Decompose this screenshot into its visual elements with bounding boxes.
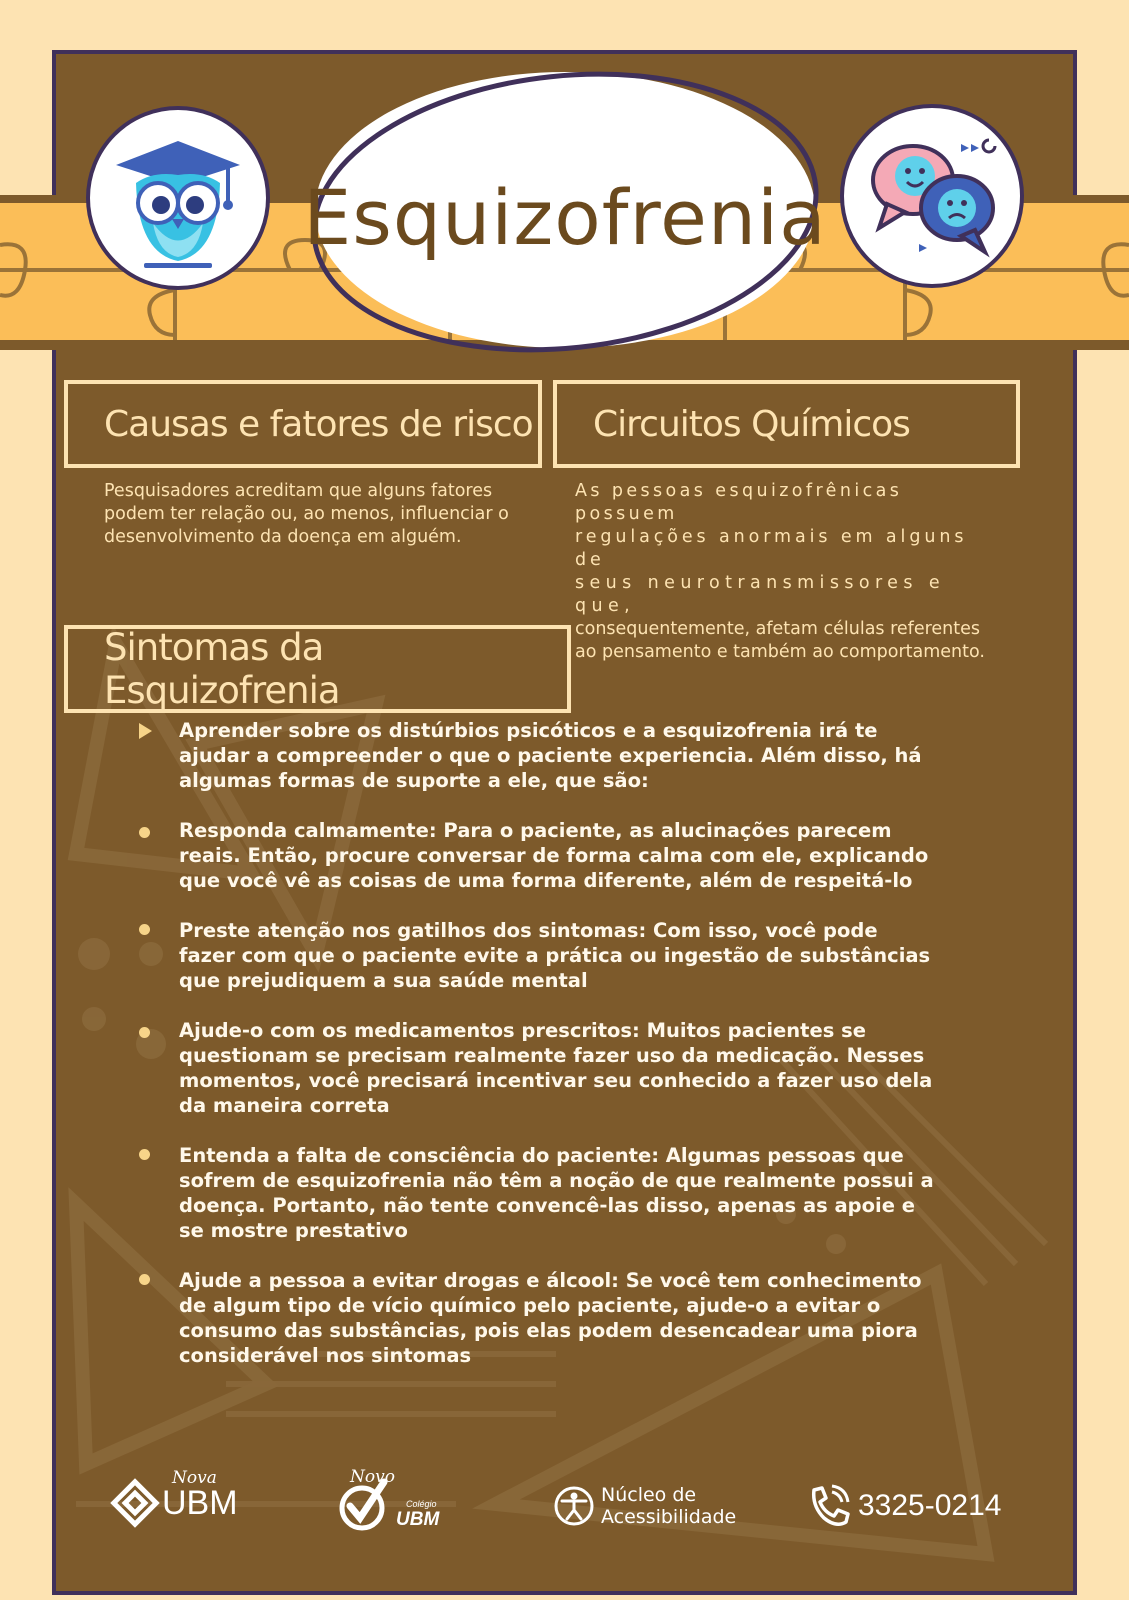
phone-icon xyxy=(806,1484,850,1528)
list-item xyxy=(135,1018,985,1118)
nucleo-line2: Acessibilidade xyxy=(601,1506,737,1528)
circuitos-line: consequentemente, afetam células referentes xyxy=(575,619,981,639)
dot-bullet-icon xyxy=(139,1274,150,1285)
list-line: doença. Portanto, não tente convencê-las disso, apenas as apoie e xyxy=(179,1194,915,1217)
colegio-label: Colégio xyxy=(406,1499,437,1509)
list-line: da maneira correta xyxy=(179,1094,390,1117)
causas-paragraph xyxy=(104,480,534,549)
ubm-diamond-logo-icon xyxy=(110,1478,160,1528)
dot-bullet-icon xyxy=(139,924,150,935)
list-line: que prejudiquem a sua saúde mental xyxy=(179,969,588,992)
circuitos-heading: Circuitos Químicos xyxy=(593,403,910,445)
phone-number: 3325-0214 xyxy=(858,1489,1002,1522)
circuitos-line: ao pensamento e também ao comportamento. xyxy=(575,642,985,662)
speech-bubbles-emotions-icon xyxy=(857,126,1007,266)
list-line: Ajude-o com os medicamentos prescritos: Muitos pacientes se xyxy=(179,1019,866,1042)
list-line: algumas formas de suporte a ele, que são: xyxy=(179,769,649,792)
nucleo-line1: Núcleo de xyxy=(601,1484,697,1506)
dot-bullet-icon xyxy=(139,1027,150,1038)
circuitos-line: seus neurotransmissores e que, xyxy=(575,573,945,616)
list-line: questionam se precisam realmente fazer uso da medicação. Nesses xyxy=(179,1044,925,1067)
list-line: Responda calmamente: Para o paciente, as alucinações parecem xyxy=(179,819,892,842)
novo-script: Novo xyxy=(350,1467,395,1487)
nova-ubm-logo xyxy=(110,1467,238,1528)
list-item xyxy=(135,1143,985,1243)
sintomas-heading: Sintomas da Esquizofrenia xyxy=(104,626,340,712)
list-item xyxy=(135,818,985,893)
nova-script: Nova xyxy=(172,1467,217,1488)
list-line: considerável nos sintomas xyxy=(179,1344,472,1367)
phone-contact xyxy=(806,1484,1001,1528)
causas-line: desenvolvimento da doença em alguém. xyxy=(104,527,462,547)
owl-badge xyxy=(86,106,270,290)
dot-bullet-icon xyxy=(139,1149,150,1160)
list-line: consumo das substâncias, pois elas podem desencadear uma piora xyxy=(179,1319,918,1342)
triangle-bullet-icon xyxy=(139,723,152,739)
graduation-owl-icon xyxy=(108,123,248,273)
colegio-ubm-logo xyxy=(338,1467,448,1532)
list-item xyxy=(135,1268,985,1368)
list-line: reais. Então, procure conversar de forma calma com ele, explicando xyxy=(179,844,929,867)
circuitos-line: As pessoas esquizofrênicas possuem xyxy=(575,481,903,524)
list-line: Aprender sobre os distúrbios psicóticos e a esquizofrenia irá te xyxy=(179,719,878,742)
list-line: Entenda a falta de consciência do paciente: Algumas pessoas que xyxy=(179,1144,904,1167)
page-title: Esquizofrenia xyxy=(303,172,827,262)
list-line: sofrem de esquizofrenia não têm a noção de que realmente possui a xyxy=(179,1169,934,1192)
causas-heading-box xyxy=(64,380,542,468)
list-line: Ajude a pessoa a evitar drogas e álcool: Se você tem conhecimento xyxy=(179,1269,922,1292)
symptoms-list xyxy=(135,718,985,1393)
causas-line: podem ter relação ou, ao menos, influenciar o xyxy=(104,504,509,524)
circuitos-line: regulações anormais em alguns de xyxy=(575,527,968,570)
circuitos-paragraph xyxy=(575,480,998,664)
list-line: de algum tipo de vício químico pelo paciente, ajude-o a evitar o xyxy=(179,1294,881,1317)
list-line: ajudar a compreender o que o paciente experiencia. Além disso, há xyxy=(179,744,922,767)
list-line: se mostre prestativo xyxy=(179,1219,408,1242)
speech-badge xyxy=(840,104,1024,288)
dot-bullet-icon xyxy=(139,827,150,838)
list-item xyxy=(135,918,985,993)
causas-line: Pesquisadores acreditam que alguns fatores xyxy=(104,481,493,501)
colegio-ubm-name: UBM xyxy=(396,1509,440,1530)
list-item xyxy=(135,718,985,793)
list-line: momentos, você precisará incentivar seu conhecido a fazer uso dela xyxy=(179,1069,933,1092)
causas-heading: Causas e fatores de risco xyxy=(104,403,533,445)
accessibility-icon xyxy=(553,1485,595,1527)
title-oval xyxy=(300,60,830,360)
list-line: fazer com que o paciente evite a prática ou ingestão de substâncias xyxy=(179,944,931,967)
list-line: que você vê as coisas de uma forma diferente, além de respeitá-lo xyxy=(179,869,913,892)
nucleo-acessibilidade xyxy=(553,1484,736,1528)
list-line: Preste atenção nos gatilhos dos sintomas: Com isso, você pode xyxy=(179,919,878,942)
sintomas-heading-box xyxy=(64,625,571,713)
nova-ubm-name: UBM xyxy=(162,1483,238,1522)
circuitos-heading-box xyxy=(553,380,1020,468)
